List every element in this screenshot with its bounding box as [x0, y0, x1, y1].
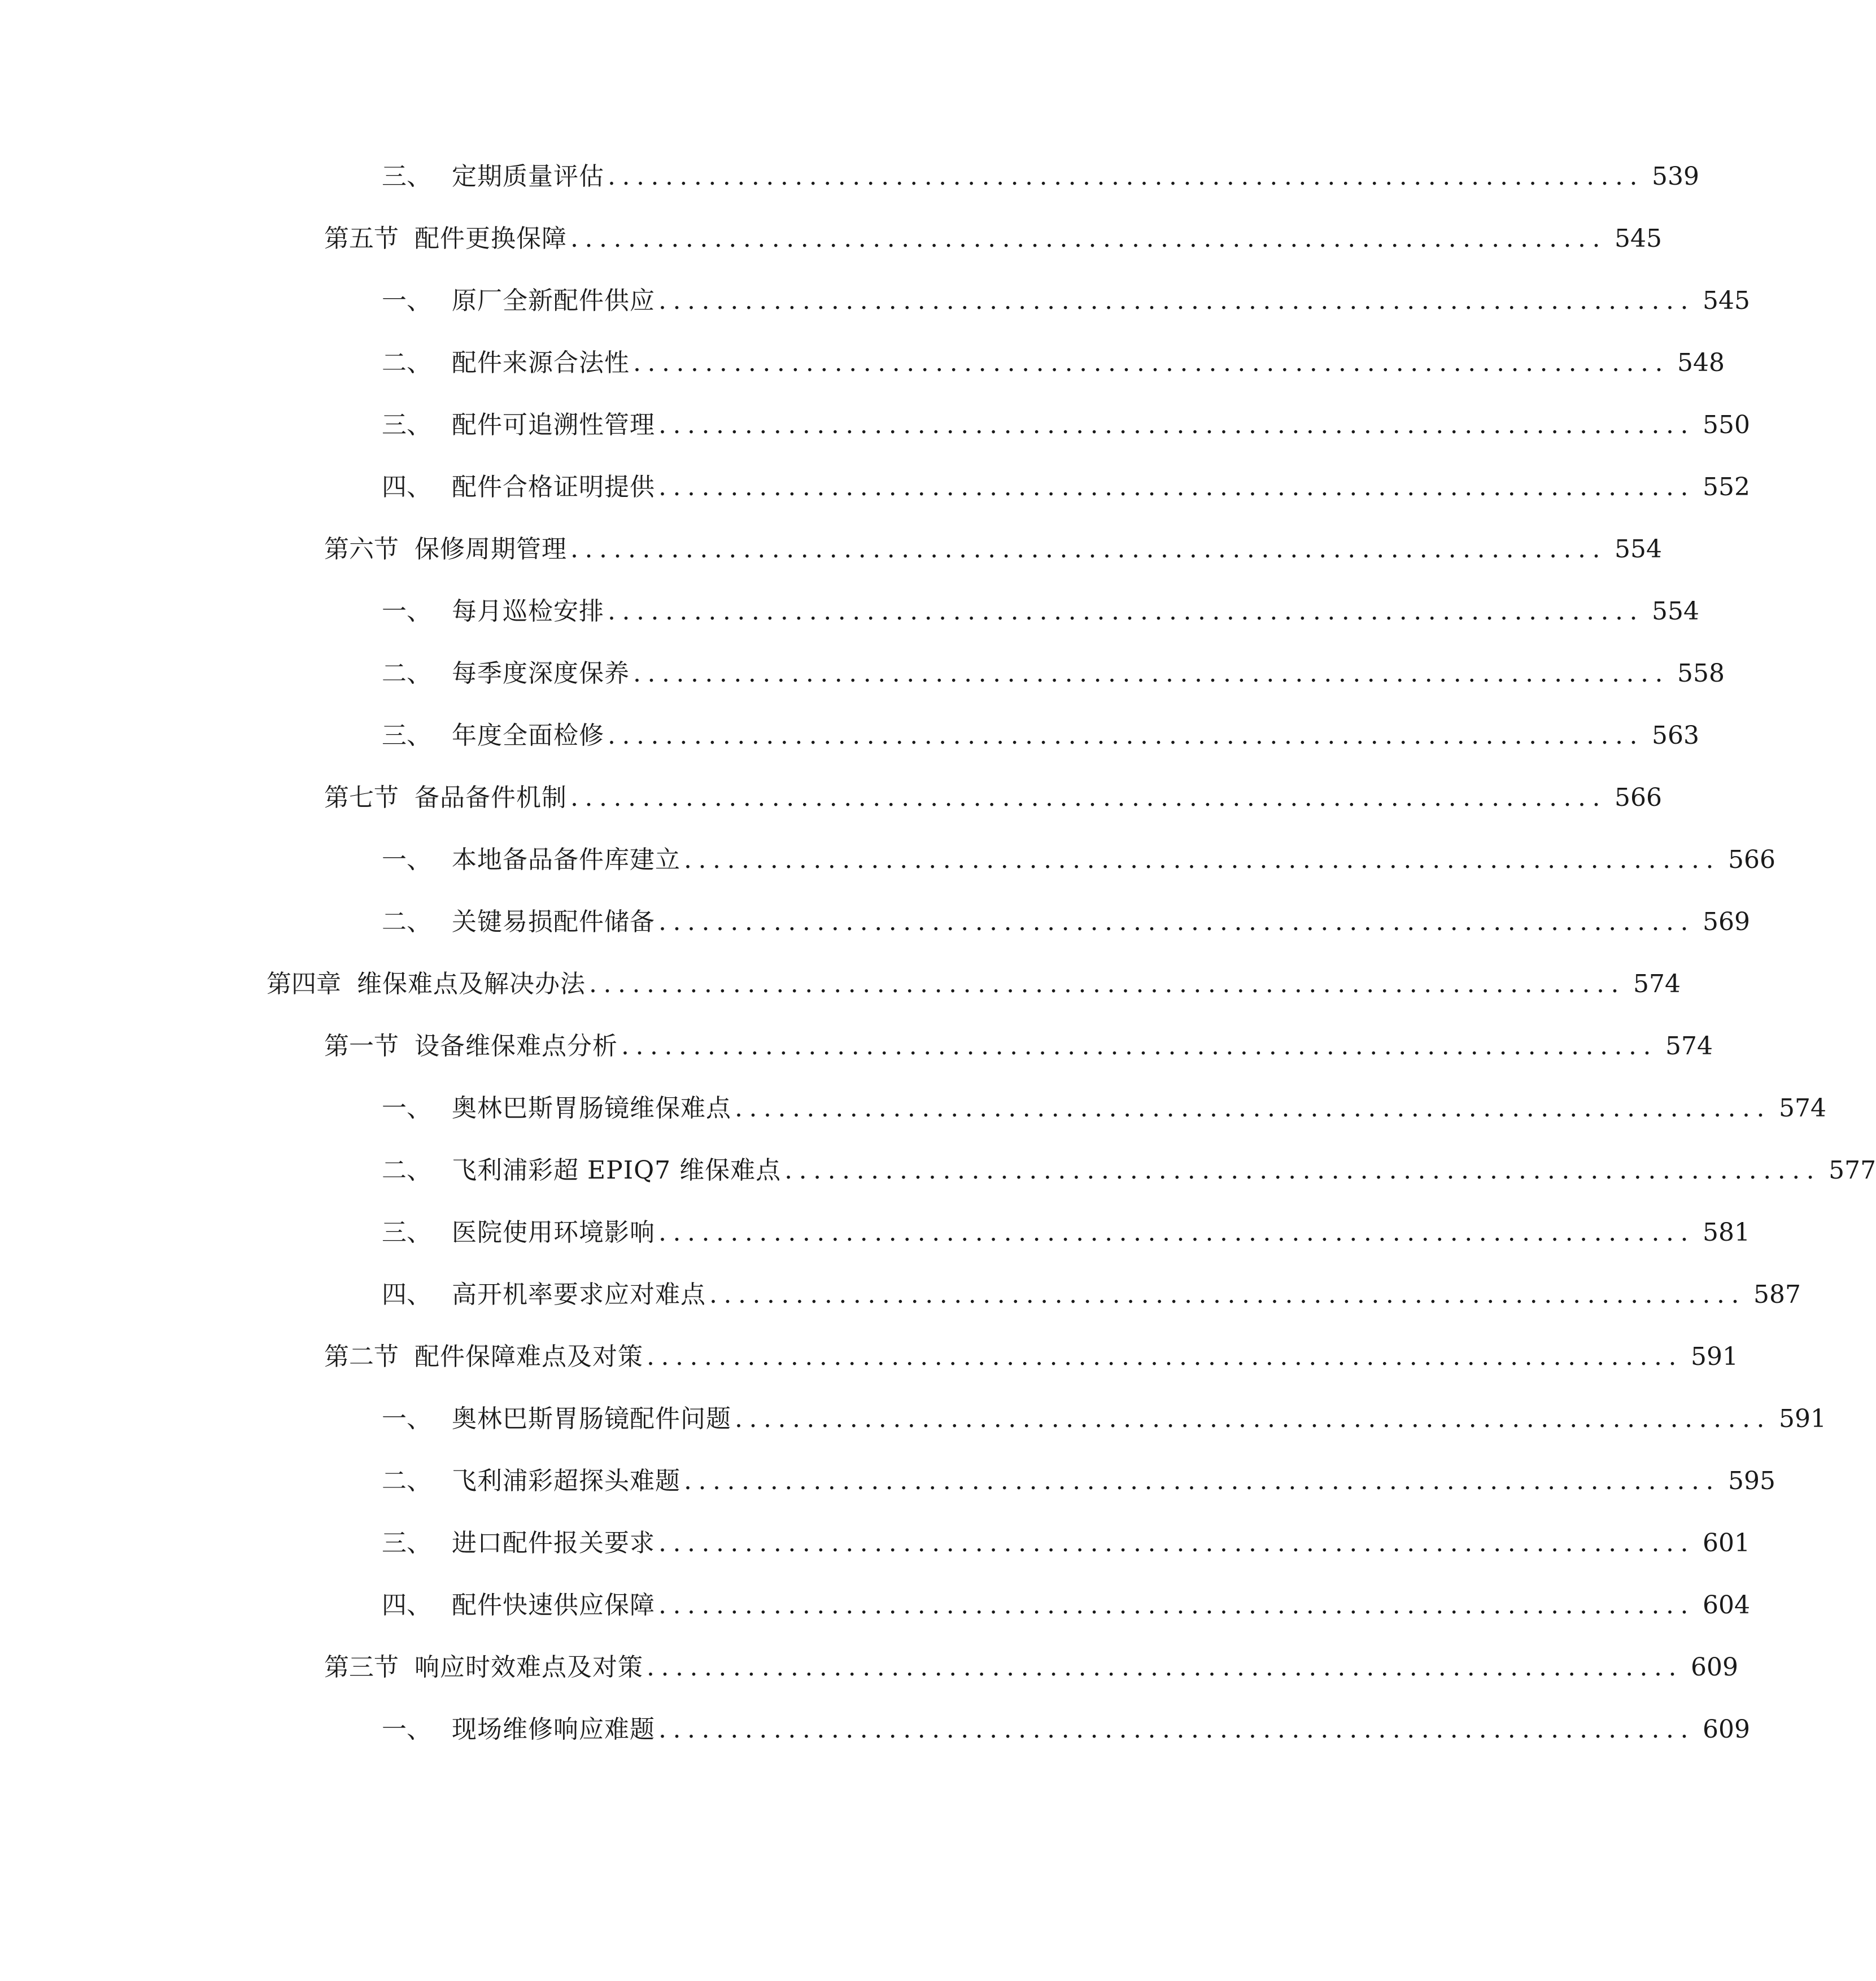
toc-entry-page-number: 591 [1779, 1404, 1826, 1433]
toc-entry-number: 三、 [382, 721, 431, 750]
toc-entry-number: 第六节 [324, 535, 399, 564]
toc-entry-item[interactable] [382, 592, 1699, 631]
toc-dot-leader: ........................................................................ [658, 1218, 1695, 1247]
toc-dot-leader: ........................................................................ [570, 224, 1607, 253]
toc-entry-number: 四、 [382, 473, 431, 501]
toc-entry-number: 第二节 [324, 1342, 399, 1371]
toc-entry-page-number: 569 [1703, 907, 1750, 936]
toc-entry-item[interactable] [382, 468, 1750, 507]
toc-entry-item[interactable] [382, 716, 1699, 756]
toc-entry-title: 备品备件机制 [415, 783, 567, 812]
toc-entry-page-number: 545 [1703, 286, 1750, 315]
toc-entry-title: 保修周期管理 [415, 535, 567, 564]
toc-entry-title: 奥林巴斯胃肠镜维保难点 [452, 1094, 731, 1123]
toc-dot-leader: ........................................................................ [608, 162, 1644, 191]
toc-entry-item[interactable] [382, 902, 1750, 942]
toc-entry-number: 一、 [382, 845, 431, 874]
toc-entry-title: 配件可追溯性管理 [452, 411, 655, 439]
toc-dot-leader: ........................................................................ [589, 970, 1626, 998]
toc-entry-title: 年度全面检修 [452, 721, 604, 750]
toc-dot-leader: ........................................................................ [647, 1653, 1683, 1682]
toc-entry-title: 高开机率要求应对难点 [452, 1280, 706, 1309]
toc-dot-leader: ........................................................................ [735, 1094, 1772, 1123]
toc-dot-leader: ........................................................................ [658, 1715, 1695, 1744]
toc-entry-title: 维保难点及解决办法 [357, 970, 586, 998]
toc-entry-number: 第三节 [324, 1653, 399, 1682]
toc-entry-title: 配件更换保障 [415, 224, 567, 253]
toc-entry-title: 设备维保难点分析 [415, 1032, 618, 1061]
toc-entry-page-number: 548 [1677, 348, 1725, 377]
toc-entry-item[interactable] [382, 1275, 1801, 1315]
toc-dot-leader: ........................................................................ [633, 659, 1670, 688]
toc-dot-leader: ........................................................................ [684, 845, 1721, 874]
toc-dot-leader: ........................................................................ [658, 411, 1695, 439]
toc-entry-item[interactable] [382, 840, 1775, 880]
toc-entry-number: 第七节 [324, 783, 399, 812]
toc-entry-item[interactable] [382, 1524, 1750, 1563]
toc-entry-page-number: 609 [1691, 1653, 1738, 1682]
toc-entry-page-number: 545 [1615, 224, 1662, 253]
toc-dot-leader: ........................................................................ [658, 1591, 1695, 1620]
toc-entry-item[interactable] [382, 1399, 1826, 1439]
toc-entry-title: 进口配件报关要求 [452, 1529, 655, 1557]
toc-entry-section[interactable] [324, 1648, 1738, 1687]
toc-dot-leader: ........................................................................ [658, 473, 1695, 501]
toc-dot-leader: ........................................................................ [570, 783, 1607, 812]
toc-entry-page-number: 566 [1615, 783, 1662, 812]
toc-entry-item[interactable] [382, 1089, 1826, 1128]
toc-entry-number: 四、 [382, 1591, 431, 1620]
toc-entry-item[interactable] [382, 157, 1699, 197]
toc-entry-title: 现场维修响应难题 [452, 1715, 655, 1744]
toc-dot-leader: ........................................................................ [684, 1467, 1721, 1495]
toc-dot-leader: ........................................................................ [709, 1280, 1746, 1309]
toc-entry-item[interactable] [382, 654, 1725, 693]
toc-entry-item[interactable] [382, 343, 1725, 383]
toc-dot-leader: ........................................................................ [658, 286, 1695, 315]
toc-entry-number: 二、 [382, 1156, 431, 1185]
toc-entry-title: 定期质量评估 [452, 162, 604, 191]
toc-dot-leader: ........................................................................ [735, 1404, 1772, 1433]
toc-entry-title: 奥林巴斯胃肠镜配件问题 [452, 1404, 731, 1433]
toc-entry-number: 三、 [382, 411, 431, 439]
toc-entry-number: 二、 [382, 907, 431, 936]
toc-entry-number: 一、 [382, 1404, 431, 1433]
toc-entry-title: 飞利浦彩超 EPIQ7 维保难点 [452, 1156, 782, 1185]
toc-entry-section[interactable] [324, 530, 1662, 569]
toc-dot-leader: ........................................................................ [658, 1529, 1695, 1557]
toc-dot-leader: ........................................................................ [570, 535, 1607, 564]
toc-entry-number: 第一节 [324, 1032, 399, 1061]
toc-entry-number: 四、 [382, 1280, 431, 1309]
toc-entry-page-number: 566 [1728, 845, 1775, 874]
toc-dot-leader: ........................................................................ [608, 597, 1644, 626]
toc-entry-page-number: 539 [1652, 162, 1699, 191]
toc-entry-title: 配件合格证明提供 [452, 473, 655, 501]
toc-entry-page-number: 609 [1703, 1715, 1750, 1744]
toc-entry-page-number: 574 [1779, 1094, 1826, 1123]
toc-entry-page-number: 574 [1665, 1032, 1713, 1061]
toc-entry-item[interactable] [382, 1710, 1750, 1749]
toc-entry-title: 原厂全新配件供应 [452, 286, 655, 315]
toc-entry-title: 关键易损配件储备 [452, 907, 655, 936]
toc-entry-page-number: 604 [1703, 1591, 1750, 1620]
toc-entry-number: 一、 [382, 597, 431, 626]
toc-dot-leader: ........................................................................ [647, 1342, 1683, 1371]
toc-entry-item[interactable] [382, 1461, 1775, 1501]
toc-entry-page-number: 587 [1753, 1280, 1801, 1309]
toc-entry-chapter[interactable] [267, 965, 1681, 1004]
toc-entry-title: 每月巡检安排 [452, 597, 604, 626]
toc-entry-number: 三、 [382, 1529, 431, 1557]
toc-entry-page-number: 552 [1703, 473, 1750, 501]
toc-entry-page-number: 581 [1703, 1218, 1750, 1247]
toc-entry-title: 飞利浦彩超探头难题 [452, 1467, 680, 1495]
toc-entry-number: 二、 [382, 1467, 431, 1495]
toc-entry-section[interactable] [324, 1027, 1713, 1066]
toc-entry-section[interactable] [324, 778, 1662, 818]
toc-entry-page-number: 591 [1691, 1342, 1738, 1371]
toc-entry-page-number: 601 [1703, 1529, 1750, 1557]
toc-entry-page-number: 577 [1829, 1156, 1876, 1185]
toc-entry-page-number: 558 [1677, 659, 1725, 688]
toc-entry-number: 第五节 [324, 224, 399, 253]
toc-entry-page-number: 574 [1633, 970, 1681, 998]
toc-entry-number: 一、 [382, 1715, 431, 1744]
toc-dot-leader: ........................................................................ [633, 348, 1670, 377]
toc-entry-section[interactable] [324, 219, 1662, 259]
toc-dot-leader: ........................................................................ [784, 1156, 1821, 1185]
toc-entry-number: 三、 [382, 162, 431, 191]
toc-entry-item[interactable] [382, 1213, 1750, 1253]
toc-entry-item[interactable] [382, 281, 1750, 321]
toc-entry-page-number: 554 [1652, 597, 1699, 626]
toc-entry-title: 配件来源合法性 [452, 348, 630, 377]
toc-entry-number: 一、 [382, 1094, 431, 1123]
toc-entry-title: 每季度深度保养 [452, 659, 630, 688]
toc-entry-number: 二、 [382, 659, 431, 688]
toc-entry-number: 三、 [382, 1218, 431, 1247]
toc-entry-title: 配件快速供应保障 [452, 1591, 655, 1620]
toc-entry-item[interactable] [382, 1151, 1876, 1190]
toc-entry-page-number: 550 [1703, 411, 1750, 439]
toc-entry-item[interactable] [382, 405, 1750, 445]
toc-dot-leader: ........................................................................ [621, 1032, 1658, 1061]
toc-entry-number: 二、 [382, 348, 431, 377]
toc-entry-title: 本地备品备件库建立 [452, 845, 680, 874]
toc-entry-page-number: 595 [1728, 1467, 1775, 1495]
toc-entry-title: 配件保障难点及对策 [415, 1342, 643, 1371]
toc-entry-item[interactable] [382, 1586, 1750, 1625]
toc-entry-number: 一、 [382, 286, 431, 315]
toc-entry-page-number: 563 [1652, 721, 1699, 750]
toc-dot-leader: ........................................................................ [608, 721, 1644, 750]
toc-entry-title: 医院使用环境影响 [452, 1218, 655, 1247]
toc-dot-leader: ........................................................................ [658, 907, 1695, 936]
toc-entry-title: 响应时效难点及对策 [415, 1653, 643, 1682]
toc-entry-number: 第四章 [267, 970, 341, 998]
toc-entry-section[interactable] [324, 1337, 1738, 1377]
toc-entry-page-number: 554 [1615, 535, 1662, 564]
